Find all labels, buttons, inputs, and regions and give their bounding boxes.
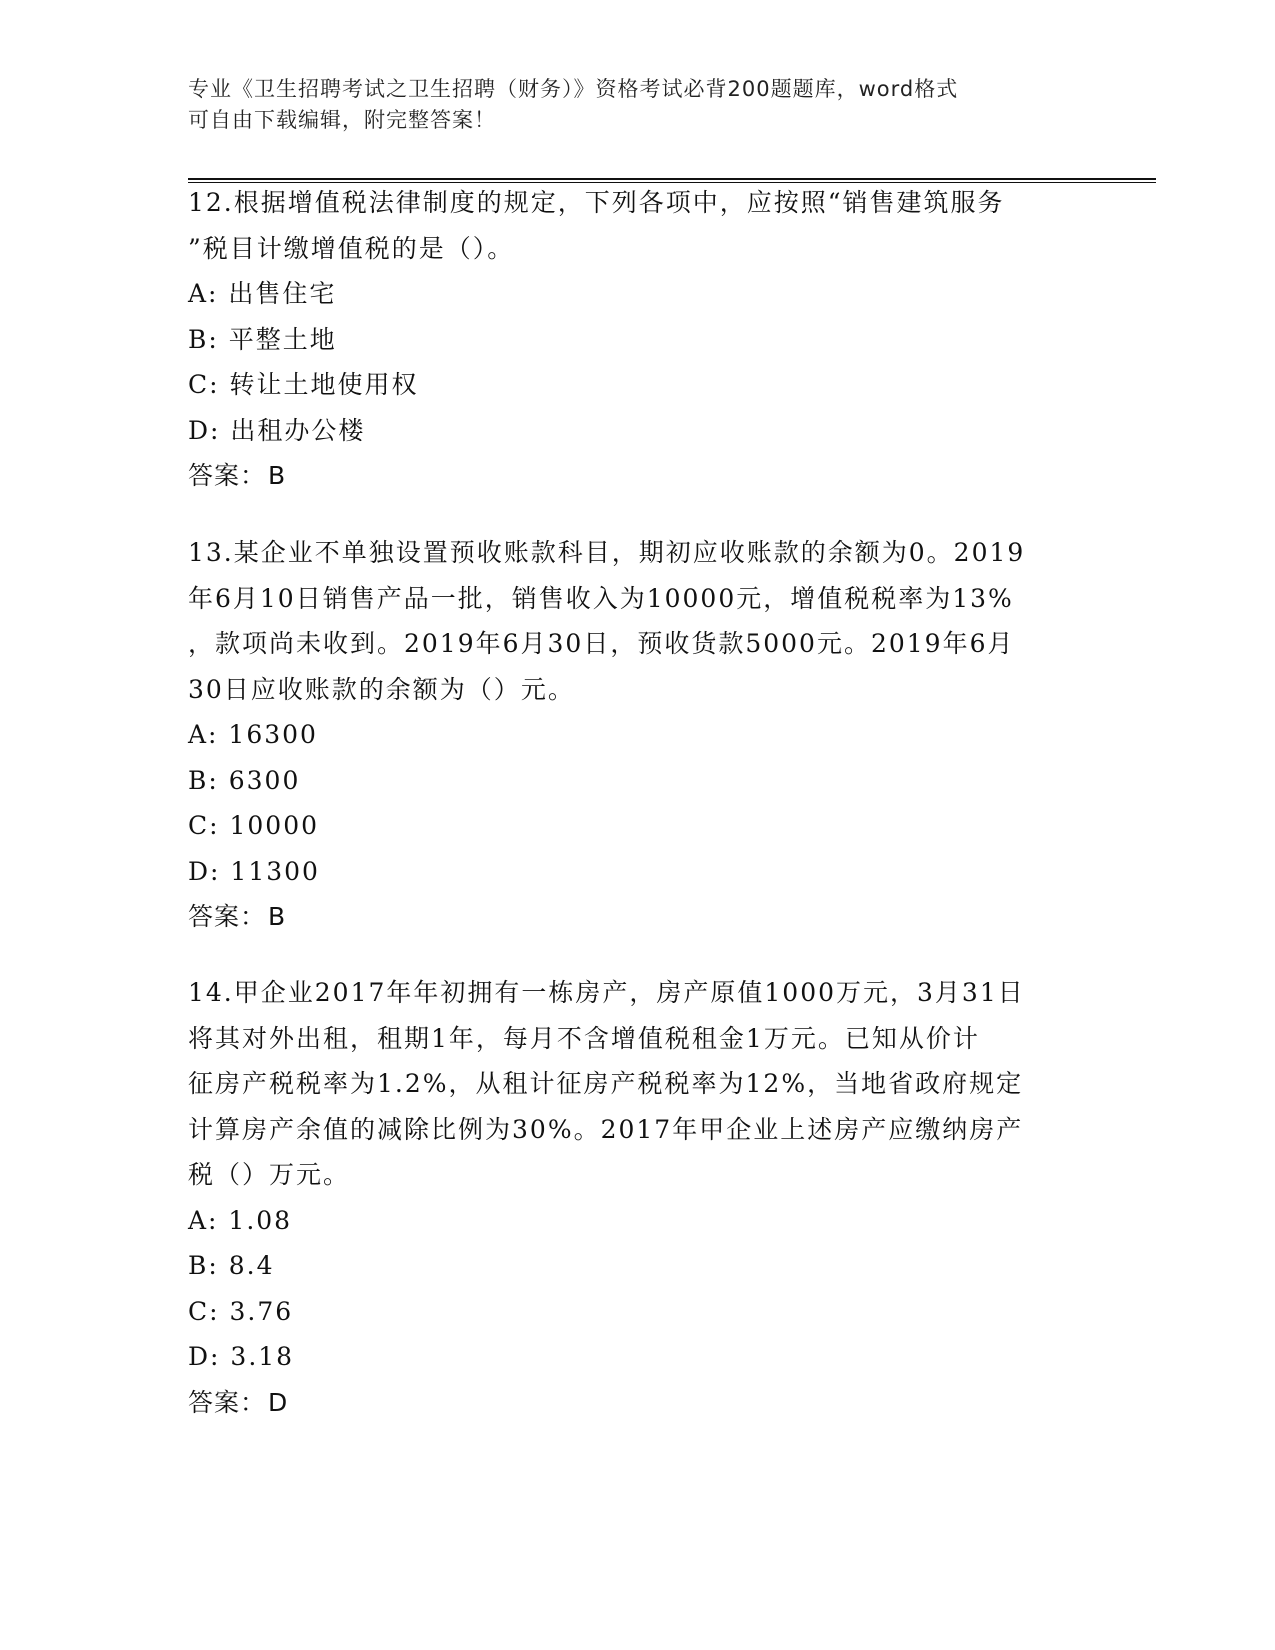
question-stem-line: ，款项尚未收到。2019年6月30日，预收货款5000元。2019年6月 (188, 629, 1015, 658)
option-a: A: 1.08 (188, 1205, 293, 1235)
question-stem-line: 税（）万元。 (188, 1160, 351, 1189)
option-c: C: 3.76 (188, 1296, 294, 1326)
option-b: B: 8.4 (188, 1251, 275, 1280)
option-b: B: 平整土地 (188, 324, 337, 354)
answer-line (188, 453, 1088, 499)
header-title-line-1: 专业《卫生招聘考试之卫生招聘（财务）》资格考试必背200题题库，word格式 (188, 77, 959, 101)
option-a: A: 出售住宅 (188, 279, 337, 308)
question-stem-line: 年6月10日销售产品一批，销售收入为10000元，增值税税率为13% (188, 583, 1014, 613)
answer-label: 答案： (188, 461, 267, 490)
question-stem-line: 征房产税税率为1.2%，从租计征房产税税率为12%，当地省政府规定 (188, 1069, 1024, 1098)
question-stem-line: 13.某企业不单独设置预收账款科目，期初应收账款的余额为0。2019 (188, 538, 1026, 567)
page-header (188, 74, 1088, 136)
option-d: D: 出租办公楼 (188, 415, 366, 445)
header-title-line-2: 可自由下载编辑，附完整答案！ (188, 108, 496, 132)
question-stem-line: 将其对外出租，租期1年，每月不含增值税租金1万元。已知从价计 (188, 1023, 980, 1053)
question-stem (188, 180, 1088, 271)
option-d: D: 11300 (188, 856, 320, 886)
option-c: C: 10000 (188, 811, 320, 840)
answer-value: B (268, 902, 287, 931)
question-13 (188, 530, 1088, 940)
question-stem (188, 970, 1088, 1198)
option-c: C: 转让土地使用权 (188, 370, 419, 399)
question-stem-line: 30日应收账款的余额为（）元。 (188, 674, 575, 704)
answer-label: 答案： (188, 902, 267, 931)
option-a: A: 16300 (188, 720, 318, 749)
question-stem-line: 14.甲企业2017年年初拥有一栋房产，房产原值1000万元，3月31日 (188, 978, 1025, 1007)
option-d: D: 3.18 (188, 1342, 295, 1371)
option-b: B: 6300 (188, 765, 301, 795)
answer-value: D (268, 1387, 289, 1417)
question-stem-line: 12.根据增值税法律制度的规定，下列各项中，应按照“销售建筑服务 (188, 188, 1005, 217)
question-stem (188, 530, 1088, 712)
answer-label: 答案： (188, 1387, 267, 1417)
question-stem-line: ”税目计缴增值税的是（）。 (188, 233, 515, 263)
question-12 (188, 180, 1088, 499)
question-14 (188, 970, 1088, 1425)
answer-line (188, 894, 1088, 940)
answer-value: B (268, 461, 287, 490)
question-stem-line: 计算房产余值的减除比例为30%。2017年甲企业上述房产应缴纳房产 (188, 1114, 1024, 1144)
answer-line (188, 1380, 1088, 1426)
